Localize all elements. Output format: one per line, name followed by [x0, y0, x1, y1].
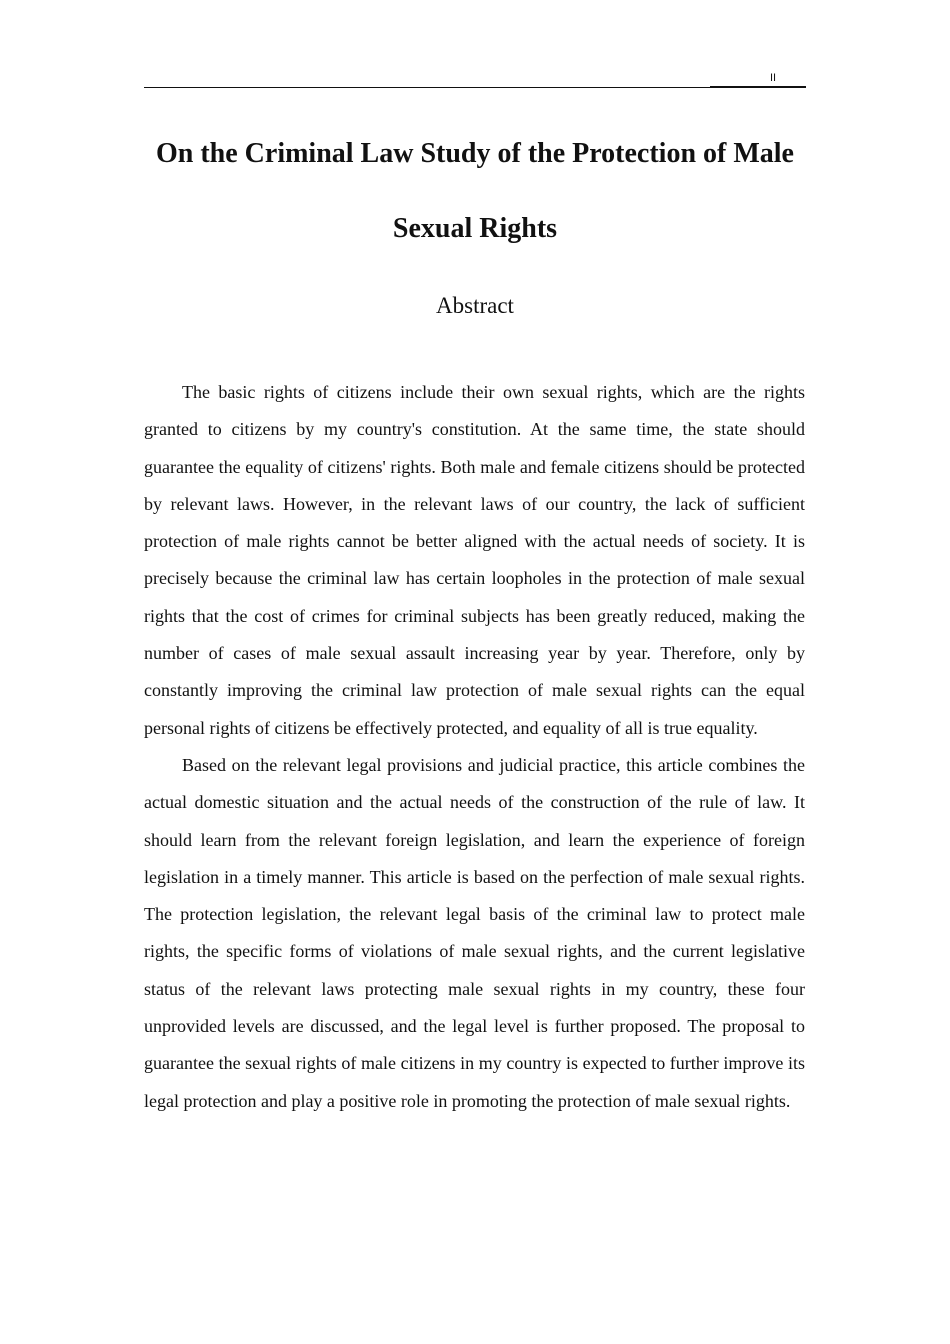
abstract-body: [144, 374, 805, 1120]
header-rule: [144, 87, 806, 88]
document-title: On the Criminal Law Study of the Protection of Male Sexual Rights: [156, 138, 794, 244]
abstract-heading: Abstract: [436, 293, 514, 318]
abstract-paragraph-1: The basic rights of citizens include their own sexual rights, which are the rights granted to citizens by my country's constitution. At the same time, the state should guarantee the equality of citizens' rights. Both male and female citizens should be protected by relevant laws. However, in the relevant laws of our country, the lack of sufficient protection of male rights cannot be better aligned with the actual needs of society. It is precisely because the criminal law has certain loopholes in the protection of male sexual rights that the cost of crimes for criminal subjects has been greatly reduced, making the number of cases of male sexual assault increasing year by year. Therefore, only by constantly improving the criminal law protection of male sexual rights can the equal personal rights of citizens be effectively protected, and equality of all is true equality.: [144, 382, 805, 738]
page-number-block: [710, 68, 806, 87]
page-number: II: [769, 72, 777, 84]
abstract-paragraph-2: Based on the relevant legal provisions and judicial practice, this article combines the actual domestic situation and the actual needs of the construction of the rule of law. It should learn from the relevant foreign legislation, and learn the experience of foreign legislation in a timely manner. This article is based on the perfection of male sexual rights. The protection legislation, the relevant legal basis of the criminal law to protect male rights, the specific forms of violations of male sexual rights, and the current legislative status of the relevant laws protecting male sexual rights in my country, these four unprovided levels are discussed, and the legal level is further proposed. The proposal to guarantee the sexual rights of male citizens in my country is expected to further improve its legal protection and play a positive role in promoting the protection of male sexual rights.: [144, 754, 805, 1111]
